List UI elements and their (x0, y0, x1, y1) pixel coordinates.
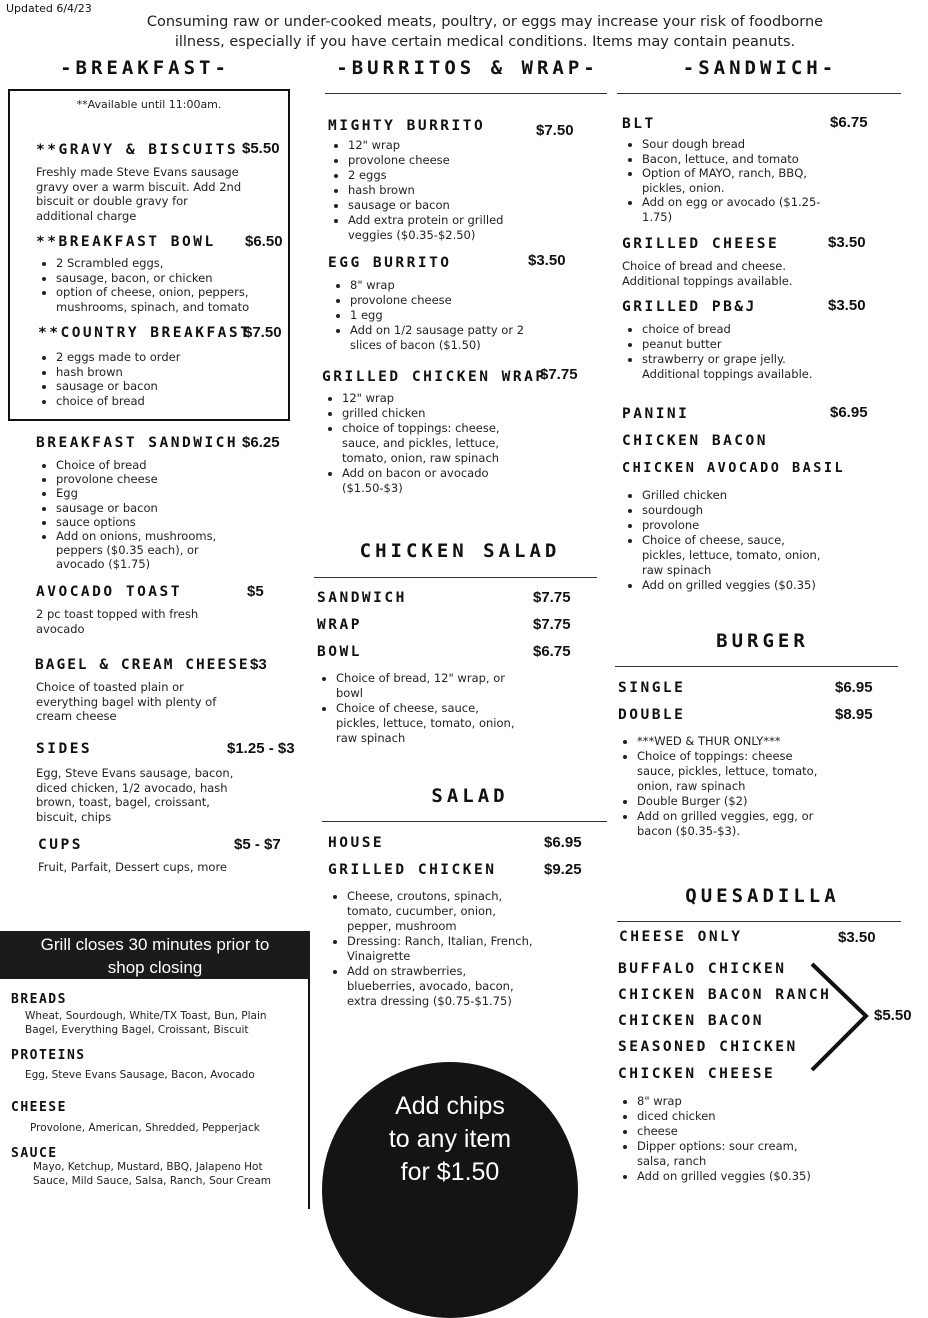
sandwich-title: -SANDWICH- (682, 57, 838, 79)
item-blt: BLT (622, 116, 656, 132)
list-salad: • Cheese, croutons, spinach, tomato, cucumber, onion, pepper, mushroom • Dressing: Ranch, Italian, French, Vinaigrette • Add on strawberries, blueberries, avocado, bacon, extra dressing ($0.75-$1.75) (327, 889, 607, 1009)
price-blt: $6.75 (830, 114, 868, 131)
price-cheese-only: $3.50 (838, 929, 876, 946)
chicken-salad-title: CHICKEN SALAD (359, 540, 561, 562)
item-single-burger: SINGLE (618, 680, 686, 696)
grill-closing-notice: Grill closes 30 minutes prior to shop closing (0, 931, 310, 979)
list-blt: • Sour dough bread • Bacon, lettuce, and tomato • Option of MAYO, ranch, BBQ, pickles, onion. • Add on egg or avocado ($1.25- 1.75) (622, 137, 882, 224)
list-panini: • Grilled chicken • sourdough • provolone • Choice of cheese, sauce, pickles, lettuce, tomato, onion, raw spinach • Add on grilled veggies ($0.35) (622, 488, 892, 593)
quesadilla-group-bracket (806, 960, 874, 1074)
price-double-burger: $8.95 (835, 706, 873, 723)
item-bagel-cream-cheese: BAGEL & CREAM CHEESE (35, 657, 250, 673)
price-house-salad: $6.95 (544, 834, 582, 851)
cheese-heading: CHEESE (11, 1100, 67, 1115)
item-chicken-bacon: CHICKEN BACON (618, 1013, 764, 1029)
sandwich-divider (617, 93, 901, 94)
price-cs-bowl: $6.75 (533, 643, 571, 660)
price-gravy-biscuits: $5.50 (242, 140, 280, 157)
item-chicken-cheese: CHICKEN CHEESE (618, 1066, 776, 1082)
desc-cups: Fruit, Parfait, Dessert cups, more (38, 860, 227, 874)
food-warning: Consuming raw or under-cooked meats, poultry, or eggs may increase your risk of foodborne illness, especially if you have certain medical conditions. Items may contain peanuts. (146, 14, 824, 50)
item-cs-sandwich: SANDWICH (317, 590, 407, 606)
price-breakfast-sandwich: $6.25 (242, 434, 280, 451)
item-panini-chicken-bacon: CHICKEN BACON (622, 433, 768, 449)
updated-date: Updated 6/4/23 (6, 2, 92, 15)
burritos-title: -BURRITOS & WRAP- (336, 57, 599, 79)
item-grilled-cheese: GRILLED CHEESE (622, 236, 780, 252)
item-cs-wrap: WRAP (317, 617, 362, 633)
price-quesadilla-group: $5.50 (874, 1007, 912, 1024)
list-egg-burrito: • 8" wrap • provolone cheese • 1 egg • Add on 1/2 sausage patty or 2 slices of bacon ($1.50) (330, 278, 600, 353)
desc-grilled-cheese: Choice of bread and cheese. Additional toppings available. (622, 259, 793, 288)
burger-divider (615, 666, 898, 667)
price-country-breakfast: $7.50 (244, 324, 282, 341)
list-quesadilla: • 8" wrap • diced chicken • cheese • Dipper options: sour cream, salsa, ranch • Add on grilled veggies ($0.35) (617, 1094, 897, 1184)
item-double-burger: DOUBLE (618, 707, 686, 723)
quesadilla-title: QUESADILLA (685, 885, 840, 907)
list-chicken-salad: • Choice of bread, 12" wrap, or bowl • Choice of cheese, sauce, pickles, lettuce, tomato, onion, raw spinach (316, 671, 586, 746)
price-panini: $6.95 (830, 404, 868, 421)
list-mighty-burrito: • 12" wrap • provolone cheese • 2 eggs • hash brown • sausage or bacon • Add extra protein or grilled veggies ($0.35-$2.50) (328, 138, 598, 243)
price-mighty-burrito: $7.50 (536, 122, 574, 139)
salad-divider (322, 821, 607, 822)
item-cups: CUPS (38, 837, 83, 853)
breads-list: Wheat, Sourdough, White/TX Toast, Bun, Plain Bagel, Everything Bagel, Croissant, Biscuit (25, 1010, 267, 1036)
item-breakfast-sandwich: BREAKFAST SANDWICH (36, 435, 239, 451)
price-sides: $1.25 - $3 (227, 740, 295, 757)
price-grilled-cheese: $3.50 (828, 234, 866, 251)
sauce-list: Mayo, Ketchup, Mustard, BBQ, Jalapeno Hot Sauce, Mild Sauce, Salsa, Ranch, Sour Cream (33, 1161, 272, 1187)
item-avocado-toast: AVOCADO TOAST (36, 584, 182, 600)
sauce-heading: SAUCE (11, 1146, 58, 1161)
item-chicken-bacon-ranch: CHICKEN BACON RANCH (618, 987, 832, 1003)
price-avocado-toast: $5 (247, 583, 264, 600)
item-panini-chicken-avocado-basil: CHICKEN AVOCADO BASIL (622, 460, 846, 476)
burritos-divider (325, 93, 607, 94)
item-mighty-burrito: MIGHTY BURRITO (328, 118, 486, 134)
list-grilled-pbj: • choice of bread • peanut butter • strawberry or grape jelly. Additional toppings available. (622, 322, 892, 382)
list-country-breakfast: • 2 eggs made to order • hash brown • sausage or bacon • choice of bread (36, 350, 301, 408)
breakfast-title: -BREAKFAST- (60, 57, 230, 79)
list-burger: • ***WED & THUR ONLY*** • Choice of toppings: cheese sauce, pickles, lettuce, tomato, onion, raw spinach • Double Burger ($2) • Add on grilled veggies, egg, or bacon ($0.35-$3). (617, 734, 897, 839)
salad-title: SALAD (431, 785, 509, 807)
breakfast-availability: **Available until 11:00am. (76, 98, 222, 111)
item-grilled-pbj: GRILLED PB&J (622, 299, 757, 315)
item-breakfast-bowl: **BREAKFAST BOWL (36, 234, 216, 250)
proteins-heading: PROTEINS (11, 1048, 86, 1063)
item-gravy-biscuits: **GRAVY & BISCUITS (36, 142, 239, 158)
cheese-list: Provolone, American, Shredded, Pepperjack (30, 1122, 260, 1134)
item-country-breakfast: **COUNTRY BREAKFAST (38, 325, 252, 341)
price-breakfast-bowl: $6.50 (245, 233, 283, 250)
quesadilla-divider (617, 921, 901, 922)
item-house-salad: HOUSE (328, 835, 385, 851)
price-cs-sandwich: $7.75 (533, 589, 571, 606)
desc-sides: Egg, Steve Evans sausage, bacon, diced chicken, 1/2 avocado, hash brown, toast, bagel, croissant, biscuit, chips (36, 766, 234, 824)
item-egg-burrito: EGG BURRITO (328, 255, 452, 271)
item-grilled-chicken-salad: GRILLED CHICKEN (328, 862, 497, 878)
price-egg-burrito: $3.50 (528, 252, 566, 269)
price-cs-wrap: $7.75 (533, 616, 571, 633)
chicken-salad-divider (314, 577, 597, 578)
price-grilled-chicken-salad: $9.25 (544, 861, 582, 878)
item-grilled-chicken-wrap: GRILLED CHICKEN WRAP (322, 369, 547, 385)
price-bagel-cream-cheese: $3 (250, 656, 267, 673)
price-single-burger: $6.95 (835, 679, 873, 696)
item-sides: SIDES (36, 741, 93, 757)
item-buffalo-chicken: BUFFALO CHICKEN (618, 961, 787, 977)
list-breakfast-sandwich: • Choice of bread • provolone cheese • Egg • sausage or bacon • sauce options • Add on onions, mushrooms, peppers ($0.35 each), or avocado ($1.75) (36, 458, 301, 572)
list-grilled-chicken-wrap: • 12" wrap • grilled chicken • choice of toppings: cheese, sauce, and pickles, lettuce, tomato, onion, raw spinach • Add on bacon or avocado ($1.50-$3) (322, 391, 592, 496)
chips-promo-text: Add chips to any item for $1.50 (388, 1092, 512, 1186)
item-panini: PANINI (622, 406, 690, 422)
item-cheese-only: CHEESE ONLY (619, 929, 743, 945)
desc-bagel-cream-cheese: Choice of toasted plain or everything bagel with plenty of cream cheese (36, 680, 217, 723)
item-seasoned-chicken: SEASONED CHICKEN (618, 1039, 798, 1055)
proteins-list: Egg, Steve Evans Sausage, Bacon, Avocado (25, 1069, 255, 1081)
price-grilled-pbj: $3.50 (828, 297, 866, 314)
list-breakfast-bowl: • 2 Scrambled eggs, • sausage, bacon, or chicken • option of cheese, onion, peppers, mushrooms, spinach, and tomato (36, 256, 301, 314)
burger-title: BURGER (716, 630, 809, 652)
item-cs-bowl: BOWL (317, 644, 362, 660)
desc-avocado-toast: 2 pc toast topped with fresh avocado (36, 607, 199, 636)
price-grilled-chicken-wrap: $7.75 (540, 366, 578, 383)
price-cups: $5 - $7 (234, 836, 281, 853)
breads-heading: BREADS (11, 992, 67, 1007)
desc-gravy-biscuits: Freshly made Steve Evans sausage gravy over a warm biscuit. Add 2nd biscuit or double gravy for additional charge (36, 165, 242, 223)
